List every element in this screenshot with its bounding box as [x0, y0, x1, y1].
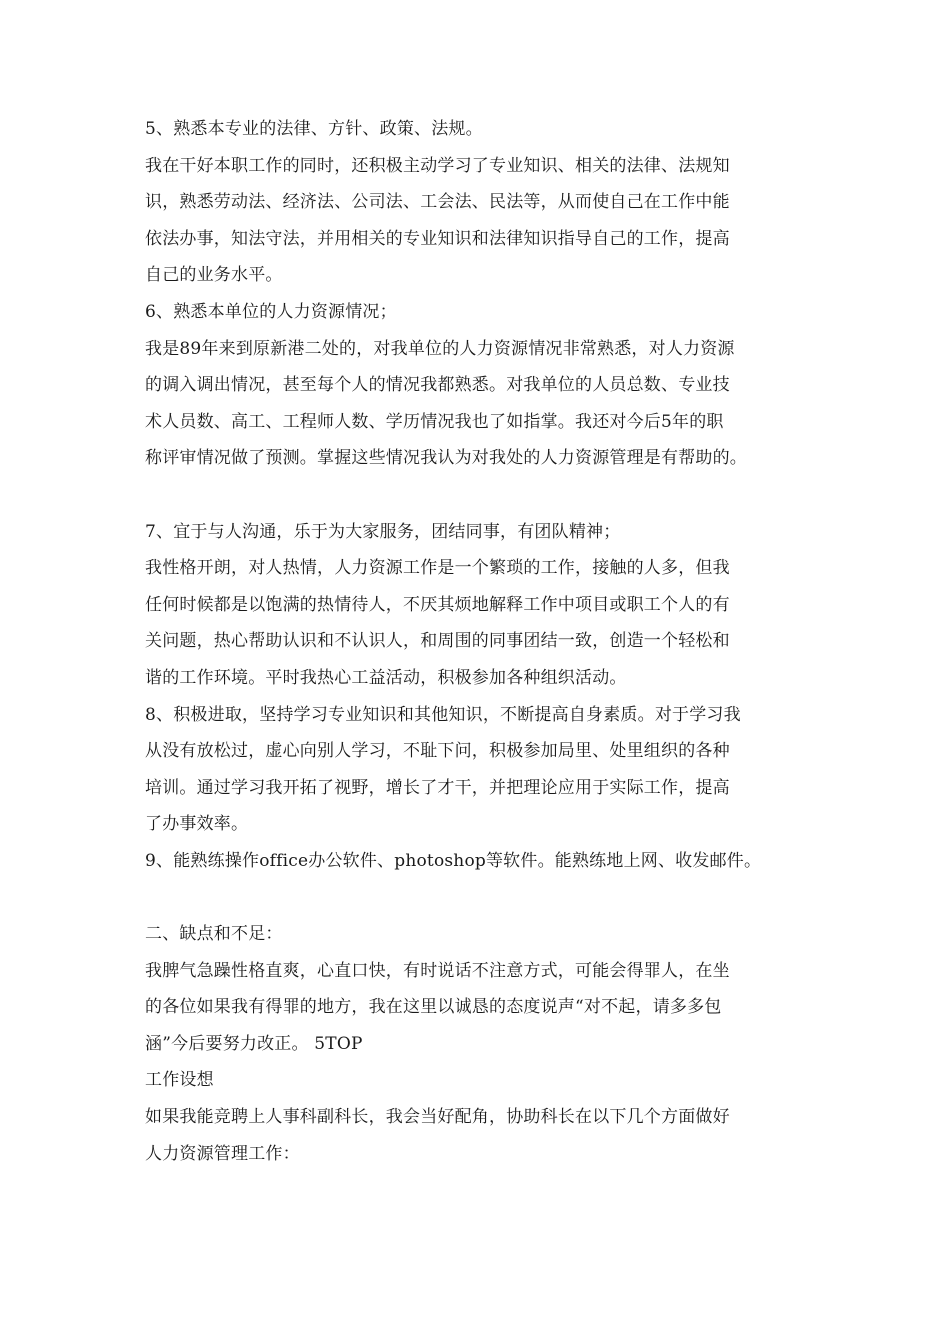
paragraph-line: 人力资源管理工作：	[145, 1143, 300, 1164]
paragraph-line: 我脾气急躁性格直爽，心直口快，有时说话不注意方式，可能会得罪人，在坐	[145, 960, 730, 981]
blank-line	[145, 477, 835, 514]
paragraph-line: 涵”今后要努力改正。 5TOP	[145, 1033, 363, 1054]
paragraph-line: 我在干好本职工作的同时，还积极主动学习了专业知识、相关的法律、法规知	[145, 155, 730, 176]
paragraph-line: 了办事效率。	[145, 814, 249, 835]
section-heading-7: 7、宜于与人沟通，乐于为大家服务，团结同事，有团队精神；	[145, 521, 621, 542]
paragraph-line: 如果我能竞聘上人事科副科长，我会当好配角，协助科长在以下几个方面做好	[145, 1107, 730, 1128]
paragraph-line: 称评审情况做了预测。掌握这些情况我认为对我处的人力资源管理是有帮助的。	[145, 448, 747, 469]
paragraph-line: 识，熟悉劳动法、经济法、公司法、工会法、民法等，从而使自己在工作中能	[145, 192, 730, 213]
section-heading-work-plan: 工作设想	[145, 1070, 214, 1091]
section-heading-6: 6、熟悉本单位的人力资源情况；	[145, 301, 397, 322]
document-body	[145, 111, 835, 1172]
paragraph-line: 培训。通过学习我开拓了视野，增长了才干，并把理论应用于实际工作，提高	[145, 777, 730, 798]
paragraph-line: 的各位如果我有得罪的地方，我在这里以诚恳的态度说声“对不起，请多多包	[145, 997, 722, 1018]
paragraph-line: 术人员数、高工、工程师人数、学历情况我也了如指掌。我还对今后5年的职	[145, 411, 724, 432]
section-heading-9: 9、能熟练操作office办公软件、photoshop等软件。能熟练地上网、收发邮件。	[145, 850, 762, 871]
paragraph-line: 任何时候都是以饱满的热情待人，不厌其烦地解释工作中项目或职工个人的有	[145, 594, 730, 615]
paragraph-line: 谐的工作环境。平时我热心工益活动，积极参加各种组织活动。	[145, 667, 627, 688]
section-heading-8: 8、积极进取，坚持学习专业知识和其他知识，不断提高自身素质。对于学习我	[145, 704, 741, 725]
paragraph-line: 关问题，热心帮助认识和不认识人，和周围的同事团结一致，创造一个轻松和	[145, 631, 730, 652]
paragraph-line: 自己的业务水平。	[145, 265, 283, 286]
paragraph-line: 从没有放松过，虚心向别人学习，不耻下问，积极参加局里、处里组织的各种	[145, 741, 730, 762]
section-heading-5: 5、熟悉本专业的法律、方针、政策、法规。	[145, 119, 483, 139]
paragraph-line: 的调入调出情况，甚至每个人的情况我都熟悉。对我单位的人员总数、专业技	[145, 375, 730, 396]
paragraph-line: 依法办事，知法守法，并用相关的专业知识和法律知识指导自己的工作，提高	[145, 228, 730, 249]
paragraph-line: 我是89年来到原新港二处的，对我单位的人力资源情况非常熟悉，对人力资源	[145, 338, 735, 359]
paragraph-line: 我性格开朗，对人热情，人力资源工作是一个繁琐的工作，接触的人多，但我	[145, 558, 730, 579]
section-heading-weaknesses: 二、缺点和不足：	[145, 924, 283, 945]
blank-line	[145, 879, 835, 916]
